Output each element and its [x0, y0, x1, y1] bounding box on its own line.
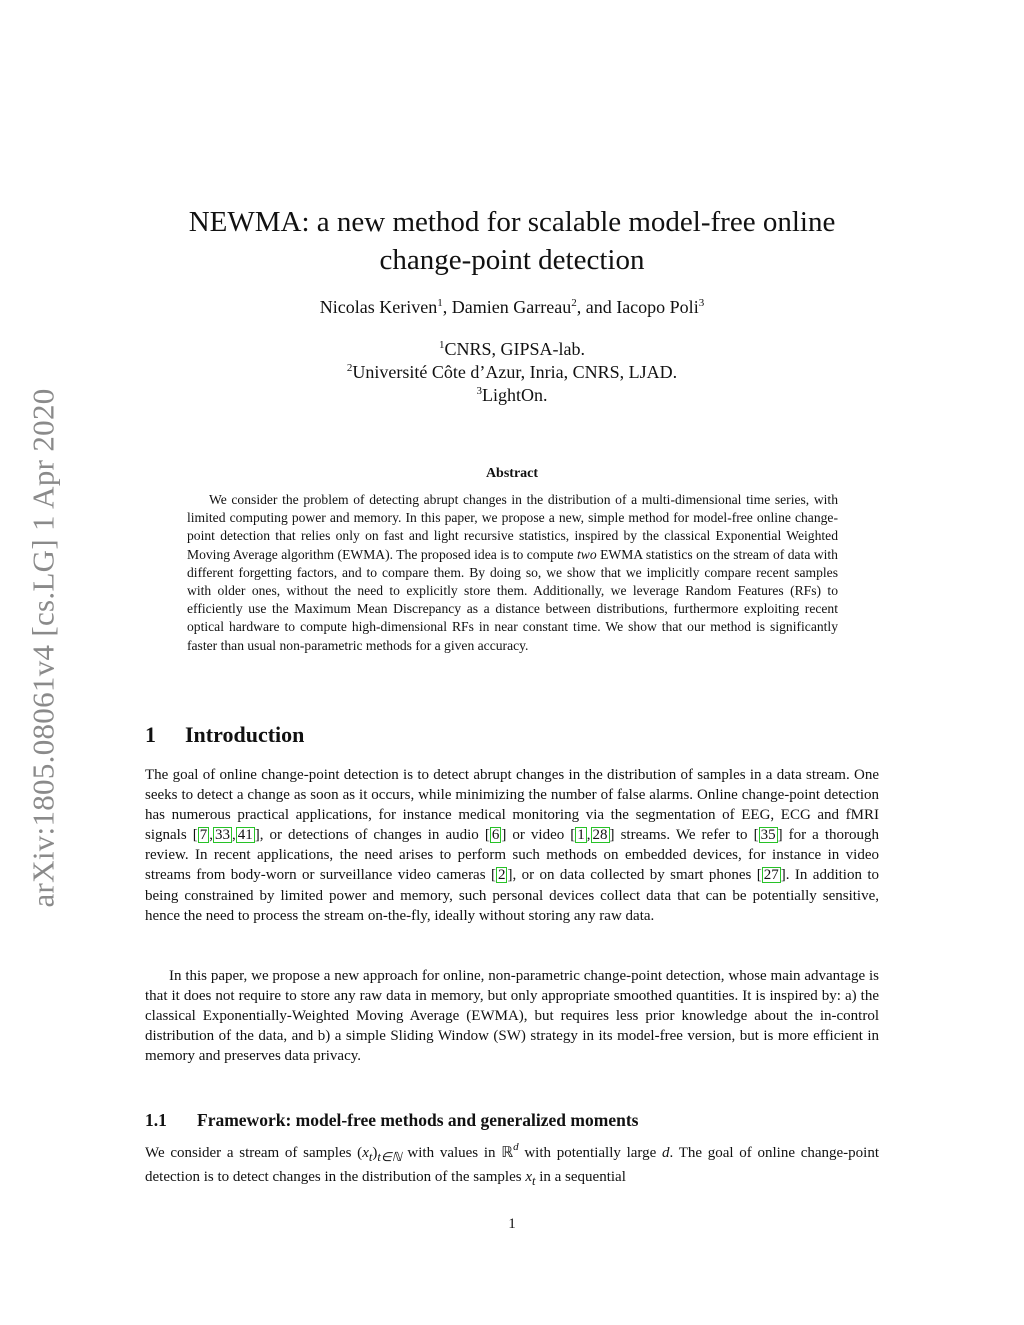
paper-title [150, 203, 874, 279]
affil-text: CNRS, GIPSA-lab. [444, 339, 586, 359]
citation-link[interactable]: 33 [214, 827, 230, 844]
affil-mark: 1 [438, 339, 445, 351]
abstract-heading: Abstract [485, 466, 539, 481]
paragraph-text: ) [372, 1145, 378, 1161]
author-affil-mark: 1 [437, 297, 443, 309]
math-superscript: d [513, 1141, 519, 1153]
citation-link[interactable]: 28 [592, 827, 608, 844]
abstract-body [187, 491, 838, 655]
arxiv-side-stamp [14, 365, 74, 930]
paragraph-text: with values in ℝ [401, 1145, 514, 1161]
paragraph-text: streams. We refer to [614, 827, 754, 844]
paragraph-text: We consider a stream of samples ( [145, 1145, 363, 1161]
paragraph-text: or video [506, 827, 571, 844]
abstract-emphasis: two [577, 546, 597, 562]
citation-link[interactable]: 2 [497, 867, 506, 884]
section-title: Introduction [185, 722, 305, 747]
section-number: 1 [145, 722, 156, 747]
citation-link[interactable]: 35 [760, 827, 776, 844]
author-separator: , and [576, 297, 617, 317]
title-line-1: NEWMA: a new method for scalable model-free online [188, 206, 836, 238]
math-subscript: t∈ℕ [377, 1150, 402, 1164]
affil-text: LightOn. [482, 385, 548, 405]
paragraph-text: . The goal of online change-point detection is to detect changes in the distribution of the samples [145, 1145, 880, 1186]
framework-paragraph [145, 1143, 879, 1191]
page-number: 1 [508, 1216, 516, 1232]
affiliation-line [150, 338, 874, 361]
paragraph-text: for a thorough review. In recent applications, the need arises to perform such methods on embedded devices, for instance in video streams from body-worn or surveillance video cameras [145, 827, 880, 884]
title-line-2: change-point detection [379, 244, 645, 276]
math-variable: d [662, 1145, 670, 1161]
paragraph-text: with potentially large [518, 1145, 663, 1161]
citation-link[interactable]: 1 [577, 827, 585, 844]
author-affil-mark: 3 [698, 297, 705, 309]
affil-mark: 3 [476, 385, 482, 397]
abstract-text: We consider the problem of detecting abrupt changes in the distribution of a multi-dimensional time series, with limited computing power and memory. In this paper, we propose a new, simple method for model-free online change-point detection that relies only on fast and light recursive statistics, inspired by the classical Exponential Weighted Moving Average algorithm (EWMA). The proposed idea is to compute [187, 492, 838, 562]
citation-link[interactable]: 41 [237, 827, 253, 844]
citation-separator: , [586, 827, 591, 844]
paragraph-text: The goal of online change-point detection is to detect abrupt changes in the distribution of samples in a data stream. One seeks to detect a change as soon as it occurs, while minimizing the number of false alarms. Online change-point detection has numerous practical applications, for instance medical monitoring via the segmentation of EEG, ECG and fMRI signals [145, 767, 879, 844]
subsection-heading [145, 1110, 638, 1131]
author-name: Iacopo Poli [616, 297, 699, 317]
paragraph-text: , or detections of changes in audio [259, 827, 485, 844]
intro-paragraph-1: The goal of online change-point detection is to detect abrupt changes in the distribution of samples in a data stream. One seeks to detect a change as soon as it occurs, while minimizing the number of false alarms. Online change-point detection has numerous practical applications, for instance medical monitoring via the segmentation of EEG, ECG and fMRI signals [ 7 , 33 , 41 ], or detections of changes in audio [ 6 ] or video [ 1 , 28 ] streams. We refer to [ 35 ] for a thorough review. In recent applications, the need arises to perform such methods on embedded devices, for instance in video streams from body-worn or surveillance video cameras [ 2 ], or on data collected by smart phones [ 27 ]. In addition to being constrained by limited power and memory, such personal devices collect data that can be potentially sensitive, hence the need to process the stream on-the-fly, ideally without storing any raw data. [145, 767, 880, 924]
subsection-title: Framework: model-free methods and generalized moments [197, 1110, 639, 1130]
affiliations [150, 338, 874, 407]
paragraph-text: , or on data collected by smart phones [512, 867, 757, 884]
paragraph-text: . In addition to being constrained by limited power and memory, such personal devices collect data that can be potentially sensitive, hence the need to process the stream on-the-fly, ideally without storing any raw data. [145, 867, 880, 924]
intro-paragraph-2: In this paper, we propose a new approach for online, non-parametric change-point detection, whose main advantage is that it does not require to store any raw data in memory, but only appropriate smoothed quantities. It is inspired by: a) the classical Exponentially-Weighted Moving Average (EWMA), but requires less prior knowledge about the in-control distribution of the data, and b) a simple Sliding Window (SW) strategy in its model-free version, but is more efficient in memory and preserves data privacy. [145, 968, 879, 1065]
math-variable: x [525, 1169, 532, 1186]
author-affil-mark: 2 [571, 297, 577, 309]
author-separator: , [442, 297, 452, 317]
abstract-text: EWMA statistics on the stream of data with different forgetting factors, and to compare them. By doing so, we show that we implicitly compare recent samples with older ones, without the need to explicitly store them. Additionally, we leverage Random Features (RFs) to efficiently use the Maximum Mean Discrepancy as a distance between distributions, furthermore exploiting recent optical hardware to compute high-dimensional RFs in near constant time. We show that our method is significantly faster than usual non-parametric methods for a given accuracy. [187, 546, 838, 653]
citation-link[interactable]: 7 [199, 827, 208, 844]
citation-separator: , [209, 827, 213, 844]
paragraph-text: in a sequential [535, 1169, 626, 1186]
math-subscript: t [532, 1174, 536, 1189]
arxiv-stamp-text: arXiv:1805.08061v4 [cs.LG] 1 Apr 2020 [26, 387, 61, 908]
math-variable: x [362, 1145, 369, 1161]
citation-separator: , [231, 827, 236, 844]
subsection-number: 1.1 [145, 1110, 167, 1130]
affil-mark: 2 [346, 362, 353, 374]
affiliation-line [150, 384, 874, 407]
author-name: Damien Garreau [451, 297, 572, 317]
citation-link[interactable]: 27 [763, 867, 779, 884]
affiliation-line [150, 361, 874, 384]
section-heading [145, 722, 304, 748]
author-list [150, 297, 874, 318]
citation-link[interactable]: 6 [491, 827, 500, 844]
affil-text: Université Côte d’Azur, Inria, CNRS, LJAD. [352, 362, 678, 382]
author-name: Nicolas Keriven [319, 297, 438, 317]
math-subscript: t [368, 1150, 373, 1164]
